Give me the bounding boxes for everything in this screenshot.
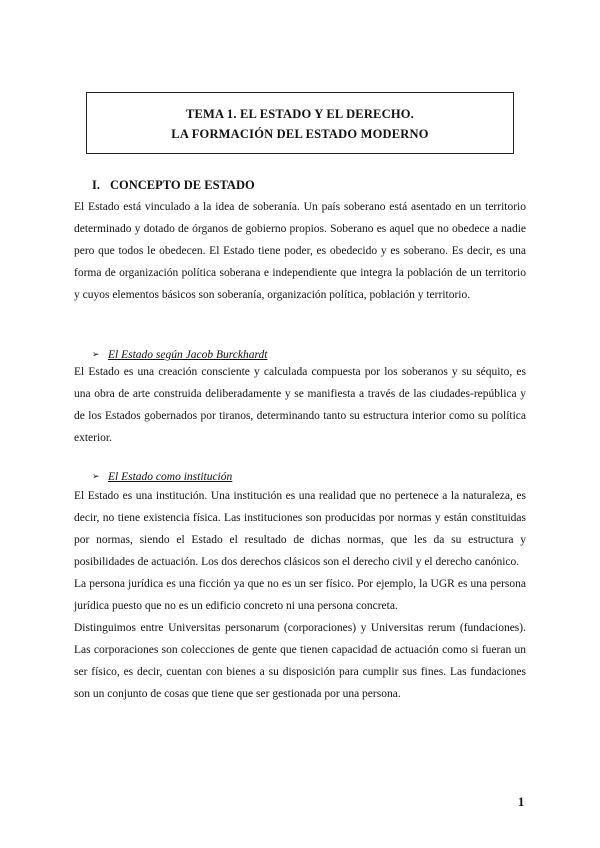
title-line-1: TEMA 1. EL ESTADO Y EL DERECHO. <box>185 107 414 121</box>
burckhardt-paragraph-block <box>74 361 526 449</box>
subheading-institucion-text: El Estado como institución <box>108 471 233 483</box>
arrow-bullet-icon: ➢ <box>92 350 100 360</box>
burckhardt-paragraph: El Estado es una creación consciente y calculada compuesta por los soberanos y su séquito, es una obra de arte construida deliberadamente y se manifiesta a través de las ciudades-república y de los Estados gobernados por tiranos, determinando tanto su estructura interior como su política exterior. <box>74 366 526 444</box>
title-line-2: LA FORMACIÓN DEL ESTADO MODERNO <box>171 127 429 141</box>
institucion-paragraph-2: La persona jurídica es una ficción ya que no es un ser físico. Por ejemplo, la UGR es una persona jurídica puesto que no es un edificio concreto ni una persona concreta. <box>74 578 526 612</box>
title-box <box>86 92 514 154</box>
institucion-paragraph-1: El Estado es una institución. Una institución es una realidad que no pertenece a la naturaleza, es decir, no tiene existencia física. Las instituciones son producidas por normas y están constituidas por normas, siendo el Estado el resultado de dichas normas, que les da su estructura y posibilidades de actuación. Los dos derechos clásicos son el derecho civil y el derecho canónico. <box>74 490 526 568</box>
subheading-burckhardt-text: El Estado según Jacob Burckhardt <box>108 349 268 361</box>
page-number: 1 <box>518 795 525 809</box>
concepto-paragraph-block <box>74 196 526 306</box>
section-number: I. <box>92 178 100 192</box>
section-heading-concepto <box>92 176 255 194</box>
arrow-bullet-icon: ➢ <box>92 472 100 482</box>
section-title: CONCEPTO DE ESTADO <box>110 178 255 192</box>
concepto-paragraph: El Estado está vinculado a la idea de soberanía. Un país soberano está asentado en un territorio determinado y dotado de órganos de gobierno propios. Soberano es aquel que no obedece a nadie pero que todos le obedecen. El Estado tiene poder, es obedecido y es soberano. Es decir, es una forma de organización política soberana e independiente que integra la población de un territorio y cuyos elementos básicos son soberanía, organización política, población y territorio. <box>74 201 526 301</box>
institucion-paragraph-block <box>74 485 526 705</box>
subheading-institucion <box>92 469 232 485</box>
institucion-paragraph-3: Distinguimos entre Universitas personarum (corporaciones) y Universitas rerum (fundaciones). Las corporaciones son colecciones de gente que tienen capacidad de actuación como si fueran un ser físico, es decir, cuentan con bienes a su disposición para cumplir sus fines. Las fundaciones son un conjunto de cosas que tiene que ser gestionada por una persona. <box>74 622 526 700</box>
